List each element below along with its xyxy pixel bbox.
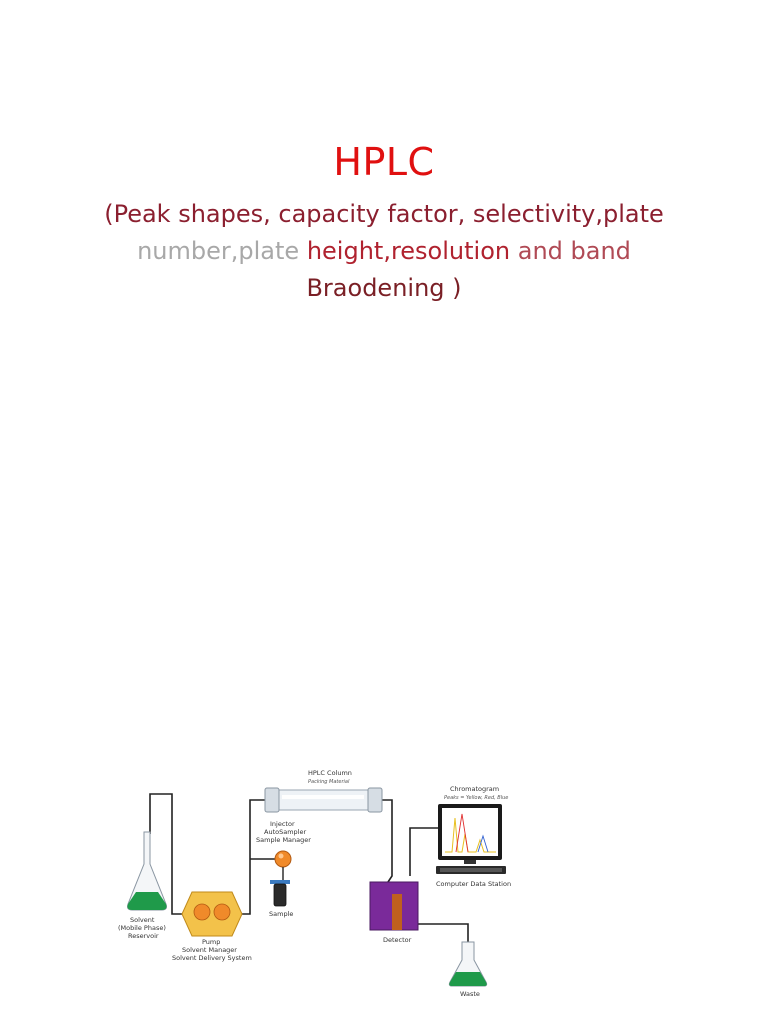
column-sublabel: Packing Material	[308, 779, 350, 785]
subtitle-part-3: height,resolution	[306, 237, 511, 265]
computer-icon	[436, 804, 506, 874]
subtitle-part-4: and band	[517, 237, 631, 265]
computer-label: Computer Data Station	[436, 880, 512, 888]
injector-label-3: Sample Manager	[256, 836, 311, 844]
solvent-label-3: Reservoir	[128, 932, 159, 940]
injector-label-1: Injector	[270, 820, 295, 828]
detector-label: Detector	[383, 936, 412, 944]
pump-label-3: Solvent Delivery System	[172, 954, 252, 962]
hplc-system-diagram	[100, 764, 530, 1004]
injector-icon	[275, 851, 291, 880]
subtitle-part-2: number,plate	[137, 237, 300, 265]
solvent-flask-icon	[128, 832, 167, 910]
subtitle-part-1: (Peak shapes, capacity factor, selectivity,plate	[104, 200, 664, 228]
hplc-column	[265, 788, 382, 812]
chromatogram-sublabel: Peaks = Yellow, Red, Blue	[444, 795, 509, 801]
slide-subtitle	[84, 196, 684, 307]
detector-icon	[370, 882, 418, 930]
column-label: HPLC Column	[308, 769, 352, 777]
subtitle-part-5: Braodening )	[306, 274, 462, 302]
waste-flask-icon	[449, 942, 486, 986]
chromatogram-label: Chromatogram	[450, 785, 500, 793]
pump-icon	[182, 892, 242, 936]
slide-title: HPLC	[333, 140, 435, 184]
injector-label-2: AutoSampler	[264, 828, 307, 836]
pump-label-2: Solvent Manager	[182, 946, 237, 954]
waste-label: Waste	[460, 990, 480, 998]
hplc-diagram-svg	[100, 764, 530, 1004]
solvent-label-2: (Mobile Phase)	[118, 924, 166, 932]
sample-label: Sample	[269, 910, 294, 918]
pump-label-1: Pump	[202, 938, 221, 946]
solvent-label-1: Solvent	[130, 916, 155, 924]
sample-vial-icon	[270, 880, 290, 906]
